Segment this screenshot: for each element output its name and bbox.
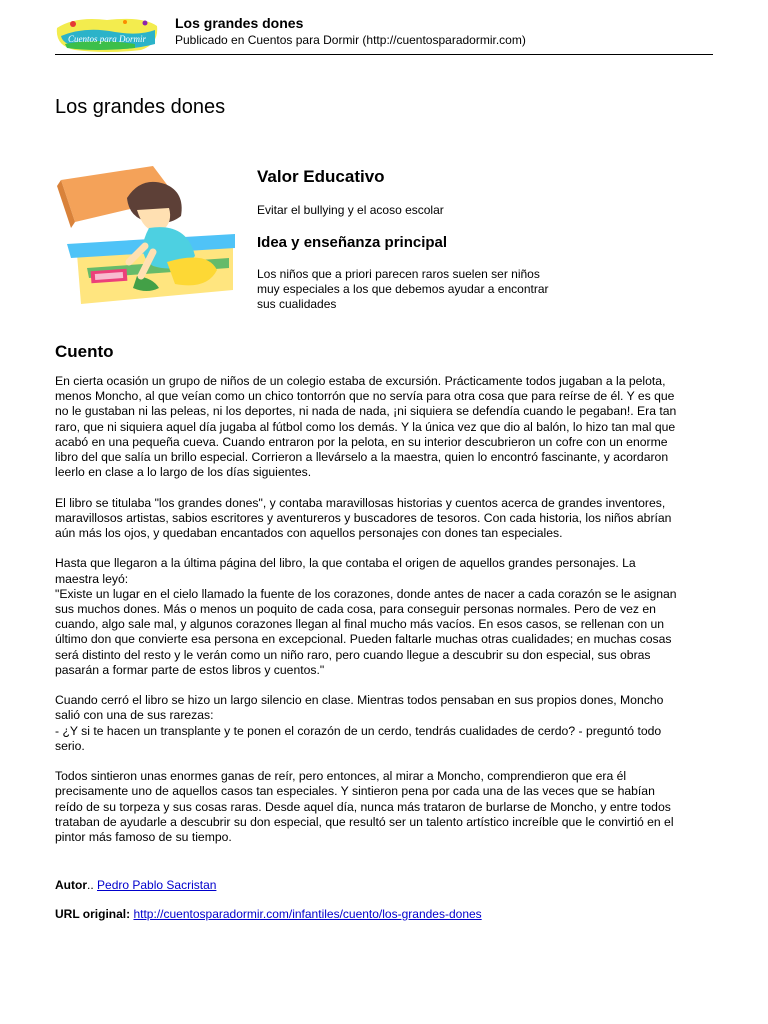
- main-idea-line: muy especiales a los que debemos ayudar a encontrar: [257, 282, 549, 296]
- logo-text: Cuentos para Dormir: [67, 34, 147, 44]
- story-line: sus muchos dones. Más o menos un poquito de cada cosa, para conseguir personas normales. Pero de vez en: [55, 602, 656, 617]
- story-paragraph: [55, 374, 715, 480]
- original-url-line: [55, 907, 482, 921]
- story-line: pintor más famoso de su tiempo.: [55, 830, 232, 845]
- main-idea-title: Idea y enseñanza principal: [257, 234, 448, 251]
- original-url-link[interactable]: http://cuentosparadormir.com/infantiles/cuento/los-grandes-dones: [133, 907, 482, 921]
- story-line: raro, que ni siquiera aquel día jugaba al fútbol como los demás. Y la única vez que dio al balón, lo hizo tan mal que: [55, 419, 676, 434]
- story-line: trataban de ayudarle a descubrir su don especial, que resultó ser un talento artístico increíble que le convirtió en el: [55, 814, 674, 829]
- story-line: aún más los ojos, y quedaban encantados con aquellos personajes con dones tan especiales.: [55, 526, 563, 541]
- story-line: cuando, algo sale mal, y algunos corazones llegan al final mucho más vacíos. En esos casos, se rellenan con un: [55, 617, 665, 632]
- story-line: reído de su torpeza y sus cosas raras. Desde aquel día, nunca más trataron de burlarse de Moncho, y entre todos: [55, 799, 671, 814]
- story-line: maravillosos artistas, sabios escritores y aventureros y buscadores de tesoros. Con cada historia, los niños abrían: [55, 510, 672, 525]
- story-line: no le gustaban ni las peleas, ni los deportes, ni nada de nada, ¡ni siquiera se defendía cuando le pegaban!. Era tan: [55, 404, 677, 419]
- story-line: serio.: [55, 738, 85, 753]
- story-line: "Existe un lugar en el cielo llamado la fuente de los corazones, donde antes de nacer a cada corazón se le asignan: [55, 586, 677, 601]
- child-drawing-illustration: [57, 158, 237, 308]
- url-label: URL original:: [55, 907, 131, 921]
- story-line: acabó en una pequeña cueva. Cuando entraron por la pelota, en su interior descubrieron un cofre con un enorme: [55, 434, 668, 449]
- story-line: Todos sintieron unas enormes ganas de reír, pero entonces, al mirar a Moncho, comprendieron que era él: [55, 769, 627, 784]
- page-header: [55, 12, 713, 56]
- story-paragraph: [55, 496, 715, 542]
- story-line: leerlo en clase a lo largo de los días siguientes.: [55, 465, 312, 480]
- author-label: Autor: [55, 878, 87, 892]
- story-line: será distinto del resto y le verán como un niño raro, pero cuando llegue a descubrir su don especial, sus obras: [55, 647, 651, 662]
- header-subtitle: Publicado en Cuentos para Dormir (http://cuentosparadormir.com): [175, 33, 526, 47]
- story-paragraph: [55, 769, 715, 845]
- story-line: salió con una de sus rarezas:: [55, 708, 214, 723]
- story-line: Cuando cerró el libro se hizo un largo silencio en clase. Mientras todos pensaban en sus propios dones, Moncho: [55, 693, 664, 708]
- story-paragraph: [55, 556, 715, 678]
- story-line: menos Moncho, al que veían como un chico tontorrón que no servía para otra cosa que para reírse de él. Y es que: [55, 389, 675, 404]
- story-line: precisamente uno de aquellos casos tan especiales. Y sintieron pena por cada una de las veces que se habían: [55, 784, 655, 799]
- story-line: libro del que salía un brillo especial. Corrieron a llevárselo a la maestra, quien lo encontró fascinante, y acordaron: [55, 450, 669, 465]
- story-line: - ¿Y si te hacen un transplante y te ponen el corazón de un cerdo, tendrás cualidades de cerdo? - preguntó todo: [55, 723, 662, 738]
- story-line: último don que convierte esa persona en excepcional. Pueden faltarle muchas otras cualidades; en muchas cosas: [55, 632, 672, 647]
- main-idea-line: Los niños que a priori parecen raros suelen ser niños: [257, 267, 540, 281]
- story-body: [55, 374, 715, 860]
- main-idea-line: sus cualidades: [257, 297, 337, 311]
- educational-value-title: Valor Educativo: [257, 167, 385, 186]
- story-line: Hasta que llegaron a la última página del libro, la que contaba el origen de aquellos grandes personajes. La: [55, 556, 636, 571]
- story-paragraph: [55, 693, 715, 754]
- story-line: maestra leyó:: [55, 571, 129, 586]
- header-divider: [55, 54, 713, 55]
- header-title: Los grandes dones: [175, 15, 304, 31]
- author-line: [55, 878, 216, 892]
- main-idea-text: [257, 267, 587, 312]
- story-line: En cierta ocasión un grupo de niños de un colegio estaba de excursión. Prácticamente todos jugaban a la pelota,: [55, 374, 666, 388]
- page-title: Los grandes dones: [55, 96, 226, 118]
- author-link[interactable]: Pedro Pablo Sacristan: [97, 878, 217, 892]
- educational-value-text: Evitar el bullying y el acoso escolar: [257, 203, 444, 217]
- site-logo[interactable]: [55, 14, 159, 54]
- story-line: pasarán a formar parte de estos libros y cuentos.": [55, 662, 325, 677]
- story-section-title: Cuento: [55, 342, 114, 361]
- story-line: El libro se titulaba "los grandes dones", y contaba maravillosas historias y cuentos acerca de grandes inventores,: [55, 495, 666, 510]
- author-separator: ..: [87, 878, 94, 892]
